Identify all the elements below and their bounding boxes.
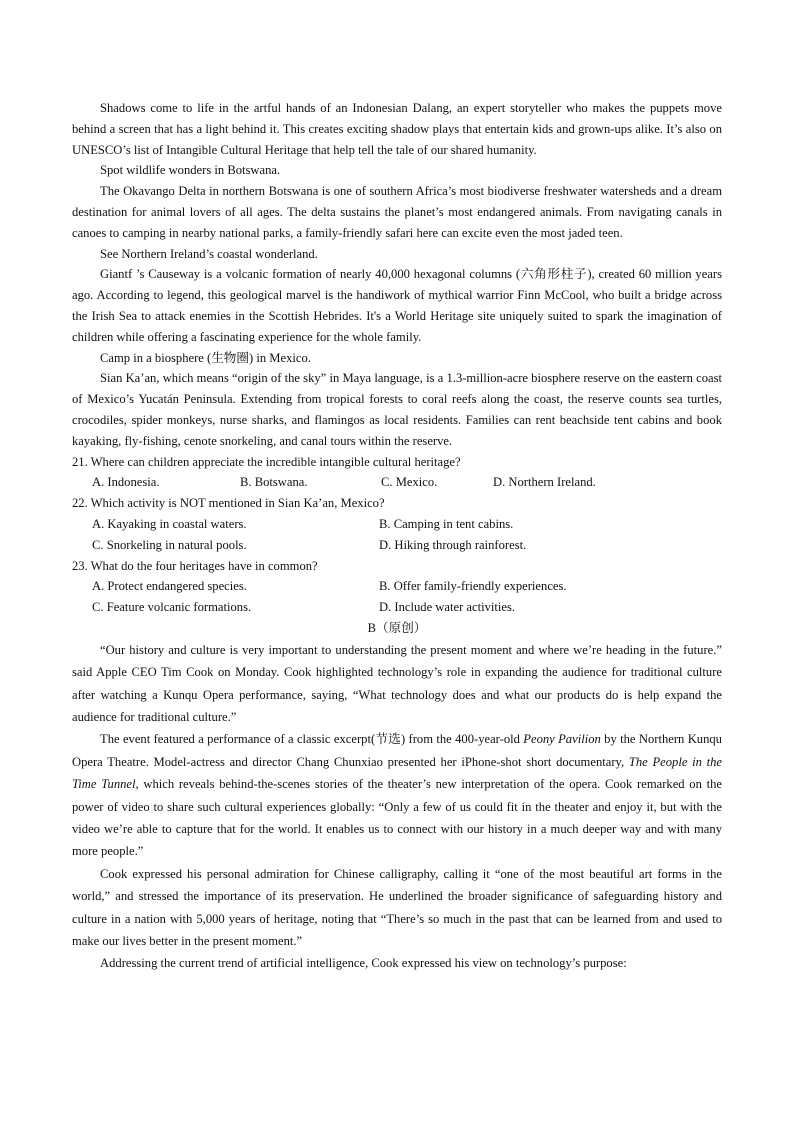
option-c: C. Feature volcanic formations.	[92, 600, 252, 615]
option-c: C. Mexico.	[381, 475, 438, 490]
option-b: B. Botswana.	[240, 475, 308, 490]
passage-a-subheading-mexico: Camp in a biosphere (生物圈) in Mexico.	[100, 350, 311, 365]
question-options-row-1	[72, 576, 722, 597]
question-options-row-2	[72, 535, 722, 556]
option-c: C. Snorkeling in natural pools.	[92, 537, 247, 552]
option-d: D. Northern Ireland.	[493, 475, 596, 490]
option-d: D. Include water activities.	[379, 600, 516, 615]
documentary-title: The People in the Time Tunnel	[72, 754, 723, 792]
passage-a-paragraph-3: Giantf ’s Causeway is a volcanic formation of nearly 40,000 hexagonal columns (六角形柱子), created 60 million years ago. According to legend, this geological marvel is the handiwork of mythical warrior Finn McCool, who built a bridge across the Irish Sea to attack enemies in the Scottish Hebrides. It's a World Heritage site uniquely suited to spark the imagination of children while offering a fascinating experience for the whole family.	[72, 267, 722, 344]
passage-a-paragraph-1: Shadows come to life in the artful hands of an Indonesian Dalang, an expert storyteller who makes the puppets move behind a screen that has a light behind it. This creates exciting shadow plays that entertain kids and grown-ups alike. It’s also on UNESCO’s list of Intangible Cultural Heritage that help tell the tale of our shared humanity.	[72, 101, 722, 157]
passage-b	[72, 639, 722, 975]
question-23	[72, 556, 722, 618]
passage-a-subheading-ireland: See Northern Ireland’s coastal wonderland.	[100, 246, 318, 261]
question-options-row-1	[72, 514, 722, 535]
passage-b-paragraph-3: Cook expressed his personal admiration for Chinese calligraphy, calling it “one of the most beautiful art forms in the world,” and stressed the importance of its preservation. He underlined the broader significance of safeguarding history and culture in a nation with 5,000 years of heritage, noting that “There’s so much in the past that can be learned from and used to make our lives better in the present moment.”	[72, 866, 722, 948]
question-21	[72, 452, 722, 494]
question-stem: 23. What do the four heritages have in common?	[72, 558, 318, 573]
question-options	[72, 472, 722, 493]
option-a: A. Indonesia.	[92, 475, 160, 490]
passage-a-subheading-botswana: Spot wildlife wonders in Botswana.	[100, 163, 281, 178]
text-run: by the Northern Kunqu Opera Theatre. Model-actress and director Chang Chunxiao presented her iPhone-shot short documentary,	[72, 732, 722, 769]
option-a: A. Protect endangered species.	[92, 579, 247, 594]
passage-a-paragraph-2: The Okavango Delta in northern Botswana is one of southern Africa’s most biodiverse freshwater watersheds and a dream destination for animal lovers of all ages. The delta sustains the planet’s most endangered animals. From navigating canals in canoes to camping in nearby national parks, a family-friendly safari here can excite even the most jaded teen.	[72, 184, 722, 240]
question-stem: 21. Where can children appreciate the incredible intangible cultural heritage?	[72, 454, 461, 469]
passage-b-paragraph-2	[72, 728, 722, 862]
text-run: , which reveals behind-the-scenes stories of the theater’s new interpretation of the opera. Cook remarked on the power of video to share such cultural experiences globally: “Only a few of us could fit in the theater and enjoy it, but with the video we’re able to capture that for the world. It enables us to connect with our history in a much deeper way and with many more people.”	[72, 777, 722, 859]
question-stem: 22. Which activity is NOT mentioned in Sian Ka’an, Mexico?	[72, 496, 385, 511]
passage-a-paragraph-4: Sian Ka’an, which means “origin of the sky” in Maya language, is a 1.3-million-acre biosphere reserve on the eastern coast of Mexico’s Yucatán Peninsula. Extending from tropical forests to coral reefs along the coast, the reserve counts sea turtles, crocodiles, spider monkeys, nurse sharks, and flamingos as local residents. Families can rent beachside tent cabins and book kayaking, fly-fishing, cenote snorkeling, and canal tours within the reserve.	[72, 371, 722, 448]
option-a: A. Kayaking in coastal waters.	[92, 516, 247, 531]
text-run: The event featured a performance of a classic excerpt(节选) from the 400-year-old	[100, 732, 524, 747]
option-b: B. Offer family-friendly experiences.	[379, 579, 567, 594]
opera-title: Peony Pavilion	[523, 732, 601, 747]
question-options-row-2	[72, 597, 722, 618]
passage-b-paragraph-4: Addressing the current trend of artificial intelligence, Cook expressed his view on technology’s purpose:	[100, 956, 627, 971]
section-b-heading: B（原创）	[367, 620, 427, 635]
question-22	[72, 493, 722, 555]
option-d: D. Hiking through rainforest.	[379, 537, 527, 552]
option-b: B. Camping in tent cabins.	[379, 516, 514, 531]
passage-b-paragraph-1: “Our history and culture is very important to understanding the present moment and where we’re heading in the future.” said Apple CEO Tim Cook on Monday. Cook highlighted technology’s role in expanding the audience for traditional culture after watching a Kunqu Opera performance, saying, “What technology does and what our products do is help expand the audience for traditional culture.”	[72, 642, 722, 724]
document-page	[72, 98, 722, 975]
